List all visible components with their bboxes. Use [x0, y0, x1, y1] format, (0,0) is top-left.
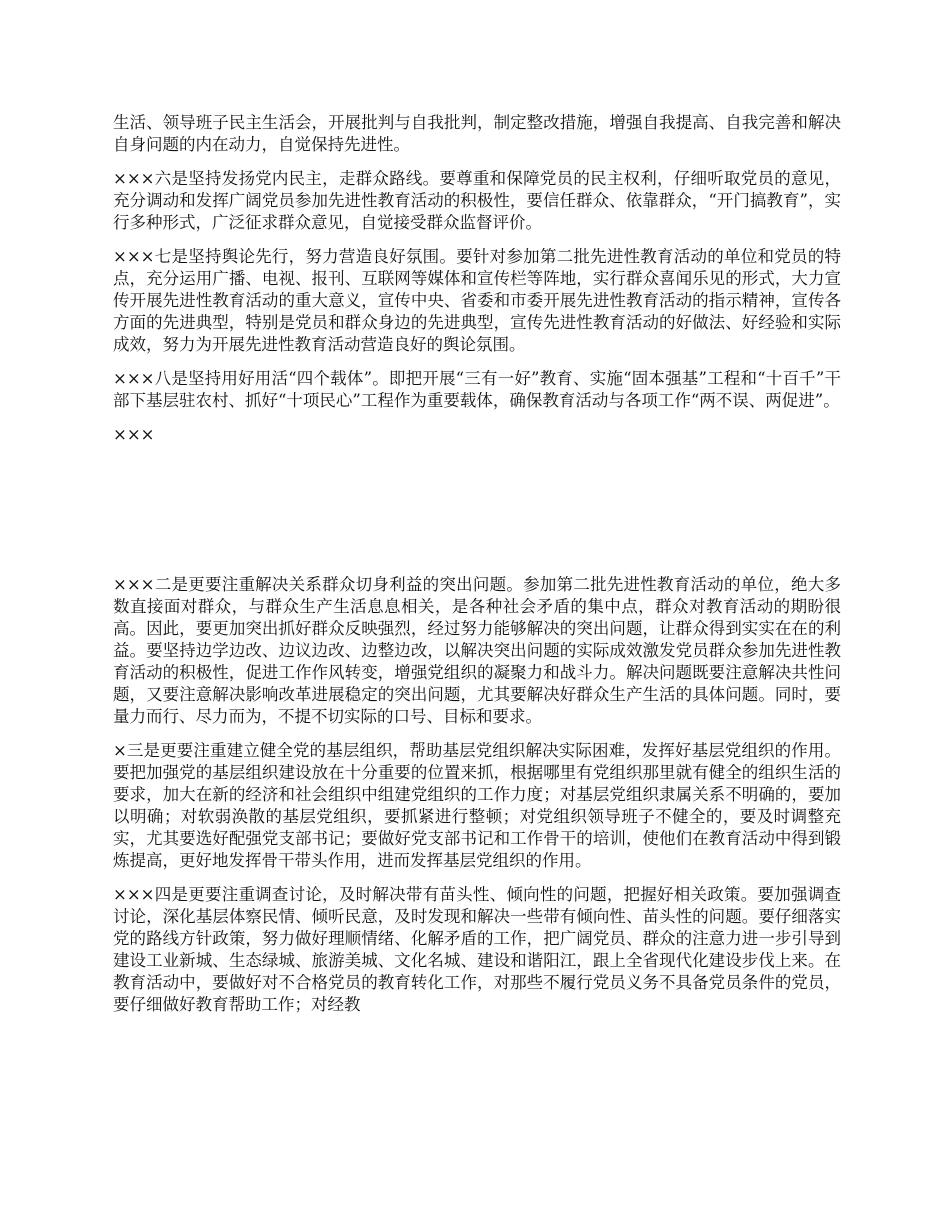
paragraph-point-six: ×××六是坚持发扬党内民主，走群众路线。要尊重和保障党员的民主权利，仔细听取党员的意见，充分调动和发挥广阔党员参加先进性教育活动的积极性，要信任群众、依靠群众，“开门搞教育”，实行多种形式，广泛征求群众意见，自觉接受群众监督评价。 [113, 169, 841, 232]
document-page [113, 112, 841, 1016]
paragraph-point-seven: ×××七是坚持舆论先行，努力营造良好氛围。要针对参加第二批先进性教育活动的单位和党员的特点，充分运用广播、电视、报刊、互联网等媒体和宣传栏等阵地，实行群众喜闻乐见的形式，大力宣传开展先进性教育活动的重大意义，宣传中央、省委和市委开展先进性教育活动的指示精神，宣传各方面的先进典型，特别是党员和群众身边的先进典型，宣传先进性教育活动的好做法、好经验和实际成效，努力为开展先进性教育活动营造良好的舆论氛围。 [113, 247, 841, 354]
paragraph-self-criticism: 生活、领导班子民主生活会，开展批判与自我批判，制定整改措施，增强自我提高、自我完善和解决自身问题的内在动力，自觉保持先进性。 [113, 113, 841, 154]
paragraph-point-two: ×××二是更要注重解决关系群众切身利益的突出问题。参加第二批先进性教育活动的单位，绝大多数直接面对群众，与群众生产生活息息相关，是各种社会矛盾的集中点，群众对教育活动的期盼很高。因此，要更加突出抓好群众反映强烈，经过努力能够解决的突出问题，让群众得到实实在在的利益。要坚持边学边改、边议边改、边整边改，以解决突出问题的实际成效激发党员群众参加先进性教育活动的积极性，促进工作作风转变，增强党组织的凝聚力和战斗力。解决问题既要注意解决共性问题，又要注意解决影响改革进展稳定的突出问题，尤其要解决好群众生产生活的具体问题。同时，要量力而行、尽力而为，不提不切实际的口号、目标和要求。 [113, 575, 841, 726]
paragraph-point-eight: ×××八是坚持用好用活“四个载体”。即把开展“三有一好”教育、实施“固本强基”工程和“十百千”干部下基层驻农村、抓好“十项民心”工程作为重要载体，确保教育活动与各项工作“两不误、两促进”。 [113, 369, 841, 410]
paragraph-point-three: ×三是更要注重建立健全党的基层组织，帮助基层党组织解决实际困难，发挥好基层党组织的作用。要把加强党的基层组织建设放在十分重要的位置来抓，根据哪里有党组织那里就有健全的组织生活的要求，加大在新的经济和社会组织中组建党组织的工作力度；对基层党组织隶属关系不明确的，要加以明确；对软弱涣散的基层党组织，要抓紧进行整顿；对党组织领导班子不健全的，要及时调整充实，尤其要选好配强党支部书记；要做好党支部书记和工作骨干的培训，使他们在教育活动中得到锻炼提高，更好地发挥骨干带头作用，进而发挥基层党组织的作用。 [113, 741, 841, 870]
paragraph-separator: ××× [113, 425, 155, 444]
paragraph-point-four: ×××四是更要注重调查讨论，及时解决带有苗头性、倾向性的问题，把握好相关政策。要加强调查讨论，深化基层体察民情、倾听民意，及时发现和解决一些带有倾向性、苗头性的问题。要仔细落实党的路线方针政策，努力做好理顺情绪、化解矛盾的工作，把广阔党员、群众的注意力进一步引导到建设工业新城、生态绿城、旅游美城、文化名城、建设和谐阳江，跟上全省现代化建设步伐上来。在教育活动中，要做好对不合格党员的教育转化工作，对那些不履行党员义务不具备党员条件的党员，要仔细做好教育帮助工作；对经教 [113, 885, 841, 1014]
